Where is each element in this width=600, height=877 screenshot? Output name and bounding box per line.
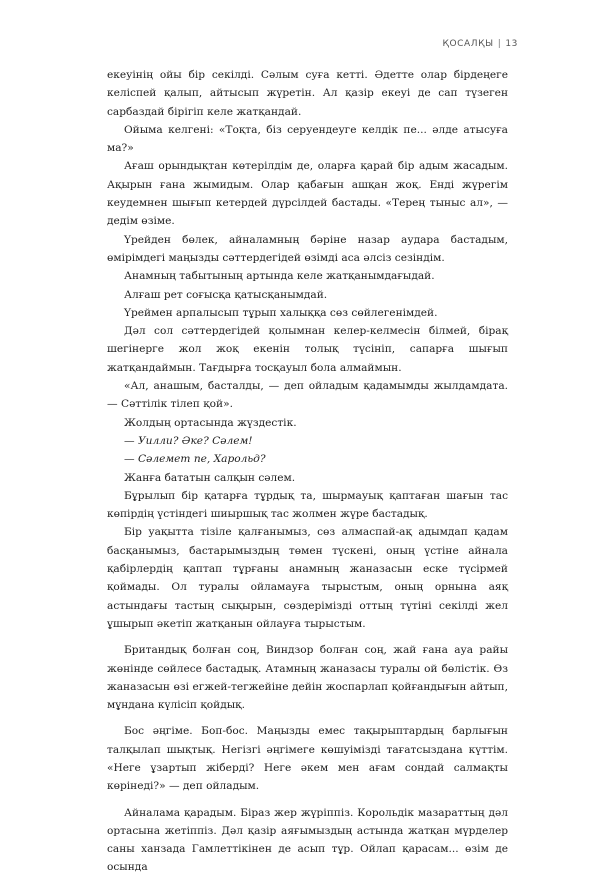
page-number: 13 xyxy=(505,39,518,49)
paragraph: Ойыма келгені: «Тоқта, біз серуендеуге келдік пе... әлде атысуға ма?» xyxy=(107,123,508,155)
paragraph: Бұрылып бір қатарға тұрдық та, шырмауық қаптаған шағын тас көпірдің үстіндегі шиыршық тас жолмен жүре бастадық. xyxy=(107,489,508,521)
paragraph: «Ал, анашым, басталды, — деп ойладым қадамымды жылдамдата. — Сәттілік тілеп қой». xyxy=(107,380,508,411)
body-text xyxy=(107,66,508,877)
paragraph: Үрейден бөлек, айналамның бәріне назар аудара бастадым, өмірімдегі маңызды сәттердегідей өзімді аса әлсіз сезіндім. xyxy=(107,233,508,264)
dialogue-line: — Сәлемет пе, Харольд? xyxy=(124,453,266,466)
paragraph: Бос әңгіме. Боп-бос. Маңызды емес тақырыптардың барлығын талқылап шықтық. Негізгі әңгімеге көшуімізді тағатсыздана күттім. «Неге ұзартып жіберді? Неге әкем мен ағам сондай салмақты көрінеді?» — деп ойладым. xyxy=(107,725,508,793)
paragraph: Британдық болған соң, Виндзор болған соң, жай ғана ауа райы жөнінде сөйлесе бастадық. Атамның жаназасы туралы ой бөлістік. Өз жаназасын өзі егжей-тегжейіне дейін жоспарлап қойғандығын айтып, мұндана күлісіп қойдық. xyxy=(107,644,508,712)
paragraph: Алғаш рет соғысқа қатысқанымдай. xyxy=(124,288,328,301)
running-head xyxy=(442,39,518,49)
running-head-separator: | xyxy=(497,39,502,49)
paragraph: Айналама қарадым. Біраз жер жүріппіз. Корольдік мазараттың дәл ортасына жетіппіз. Дәл қазір аяғымыздың астында жатқан мүрделер саны ханзада Гамлеттікінен де асып тұр. Ойлап қарасам... өзім де осында xyxy=(107,806,508,874)
running-title: ҚОСАЛҚЫ xyxy=(442,39,494,49)
paragraph: Үреймен арпалысып тұрып халыққа сөз сөйлегенімдей. xyxy=(124,306,438,319)
paragraph: екеуінің ойы бір секілді. Сәлым суға кетті. Әдетте олар бірдеңеге келіспей қалып, айтысып жүретін. Ал қазір екеуі де сап түзеген сарбаздай бірігіп келе жатқандай. xyxy=(107,69,508,118)
paragraph: Ағаш орындықтан көтерілдім де, оларға қарай бір адым жасадым. Ақырын ғана жымидым. Олар қабағын ашқан жоқ. Енді жүрегім кеудемнен шығып кетердей дүрсілдей бастады. «Терең тыныс ал», — дедім өзіме. xyxy=(107,160,508,228)
paragraph: Анамның табытының артында келе жатқанымдағыдай. xyxy=(124,270,435,283)
paragraph: Жанға бататын салқын сәлем. xyxy=(124,471,296,484)
paragraph: Бір уақытта тізіле қалғанымыз, сөз алмаспай-ақ адымдап қадам басқанымыз, бастарымыздың төмен түскені, оның үстіне айнала қабірлердің қаптап тұрғаны анамның жаназасын еске түсірмей қоймады. Ол туралы ойламауға тырыстым, оның орнына аяқ астындағы тастың сықырын, сөздерімізді оттың түтіні секілді жел ұшырып әкетіп жатқанын ойлауға тырыстым. xyxy=(107,526,508,630)
paragraph: Жолдың ортасында жүздестік. xyxy=(124,416,297,429)
paragraph: Дәл сол сәттердегідей қолымнан келер-келмесін білмей, бірақ шегінерге жол жоқ екенін толық түсініп, сапарға шығып жатқандаймын. Тағдырға тосқауыл бола алмаймын. xyxy=(107,325,508,374)
dialogue-line: — Уилли? Әке? Сәлем! xyxy=(124,434,253,447)
